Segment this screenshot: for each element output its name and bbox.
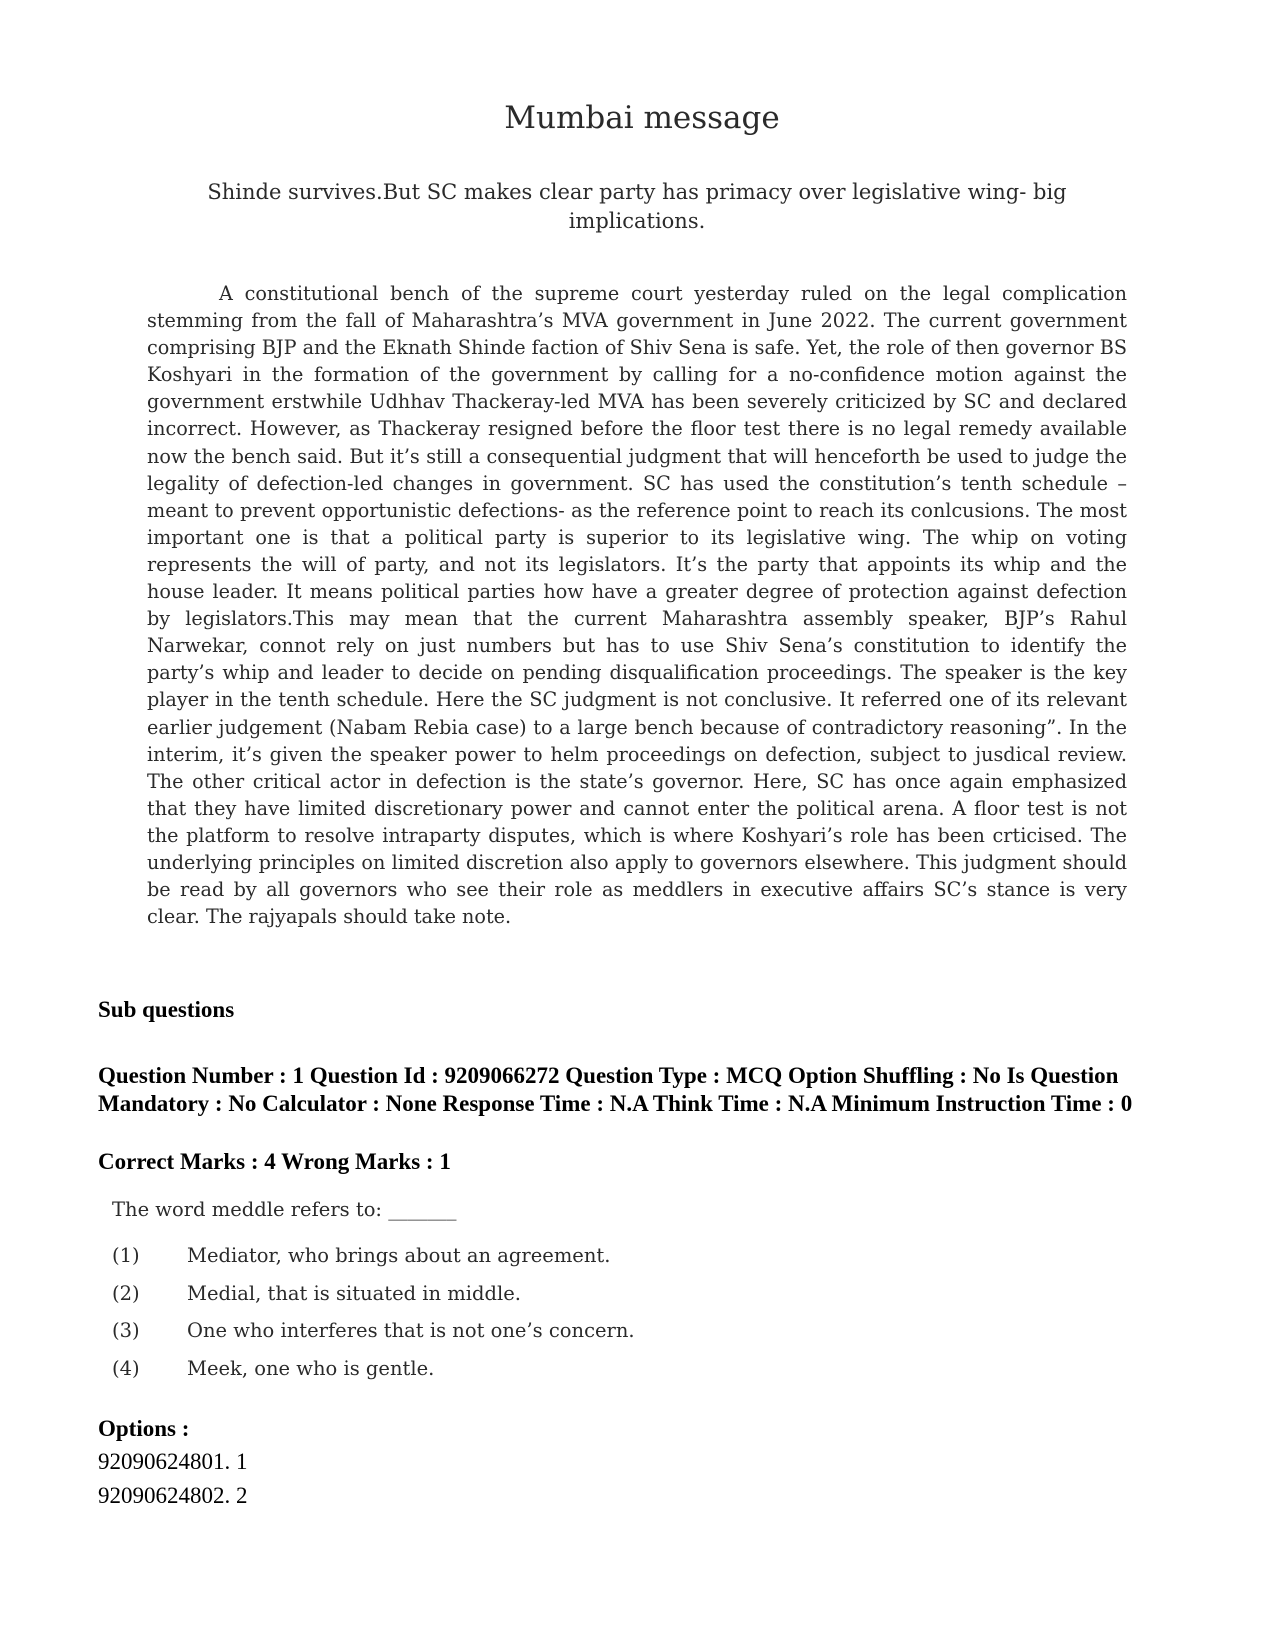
choice-text: Medial, that is situated in middle. <box>187 1281 521 1305</box>
question-prompt: The word meddle refers to: _______ <box>112 1198 457 1221</box>
choice-list <box>112 1244 635 1394</box>
passage-subtitle: Shinde survives.But SC makes clear party has primacy over legislative wing- big implications. <box>207 180 1067 233</box>
choice-item <box>112 1319 635 1357</box>
sub-questions-heading: Sub questions <box>98 997 235 1022</box>
question-marks: Correct Marks : 4 Wrong Marks : 1 <box>98 1149 451 1174</box>
option-item: 92090624802. 2 <box>98 1483 248 1508</box>
passage-title: Mumbai message <box>504 100 780 136</box>
choice-text: One who interferes that is not one’s concern. <box>187 1319 635 1342</box>
option-item: 92090624801. 1 <box>98 1449 248 1474</box>
choice-text: Mediator, who brings about an agreement. <box>187 1244 611 1267</box>
options-list <box>98 1445 248 1513</box>
choice-item <box>112 1244 635 1282</box>
choice-item <box>112 1282 635 1320</box>
choice-number: (2) <box>112 1281 140 1305</box>
choice-number: (1) <box>112 1244 140 1267</box>
passage-image <box>147 100 1127 930</box>
choice-item <box>112 1357 635 1395</box>
passage-body: A constitutional bench of the supreme court yesterday ruled on the legal complication stemming from the fall of Maharashtra’s MVA government in June 2022. The current government comprising BJP and the Eknath Shinde faction of Shiv Sena is safe. Yet, the role of then governor BS Koshyari in the formation of the government by calling for a no-confidence motion against the government erstwhile Udhhav Thackeray-led MVA has been severely criticized by SC and declared incorrect. However, as Thackeray resigned before the floor test there is no legal remedy available now the bench said. But it’s still a consequential judgment that will henceforth be used to judge the legality of defection-led changes in government. SC has used the constitution’s tenth schedule –meant to prevent opportunistic defections- as the reference point to reach its conlcusions. The most important one is that a political party is superior to its legislative wing. The whip on voting represents the will of party, and not its legislators. It’s the party that appoints its whip and the house leader. It means political parties how have a greater degree of protection against defection by legislators.This may mean that the current Maharashtra assembly speaker, BJP’s Rahul Narwekar, connot rely on just numbers but has to use Shiv Sena’s constitution to identify the party’s whip and leader to decide on pending disqualification proceedings. The speaker is the key player in the tenth schedule. Here the SC judgment is not conclusive. It referred one of its relevant earlier judgement (Nabam Rebia case) to a large bench because of contradictory reasoning”. In the interim, it’s given the speaker power to helm proceedings on defection, subject to jusdical review. The other critical actor in defection is the state’s governor. Here, SC has once again emphasized that they have limited discretionary power and cannot enter the political arena. A floor test is not the platform to resolve intraparty disputes, which is where Koshyari’s role has been crticised. The underlying principles on limited discretion also apply to governors elsewhere. This judgment should be read by all governors who see their role as meddlers in executive affairs SC’s stance is very clear. The rajyapals should take note. <box>147 282 1127 929</box>
options-heading: Options : <box>98 1416 190 1441</box>
choice-text: Meek, one who is gentle. <box>187 1356 435 1380</box>
question-meta: Question Number : 1 Question Id : 9209066272 Question Type : MCQ Option Shuffling : No Is Question Mandatory : No Calculator : None Response Time : N.A Think Time : N.A Minimum Instruction Time : 0 <box>98 1063 1133 1116</box>
choice-number: (3) <box>112 1319 140 1342</box>
choice-number: (4) <box>112 1356 140 1380</box>
